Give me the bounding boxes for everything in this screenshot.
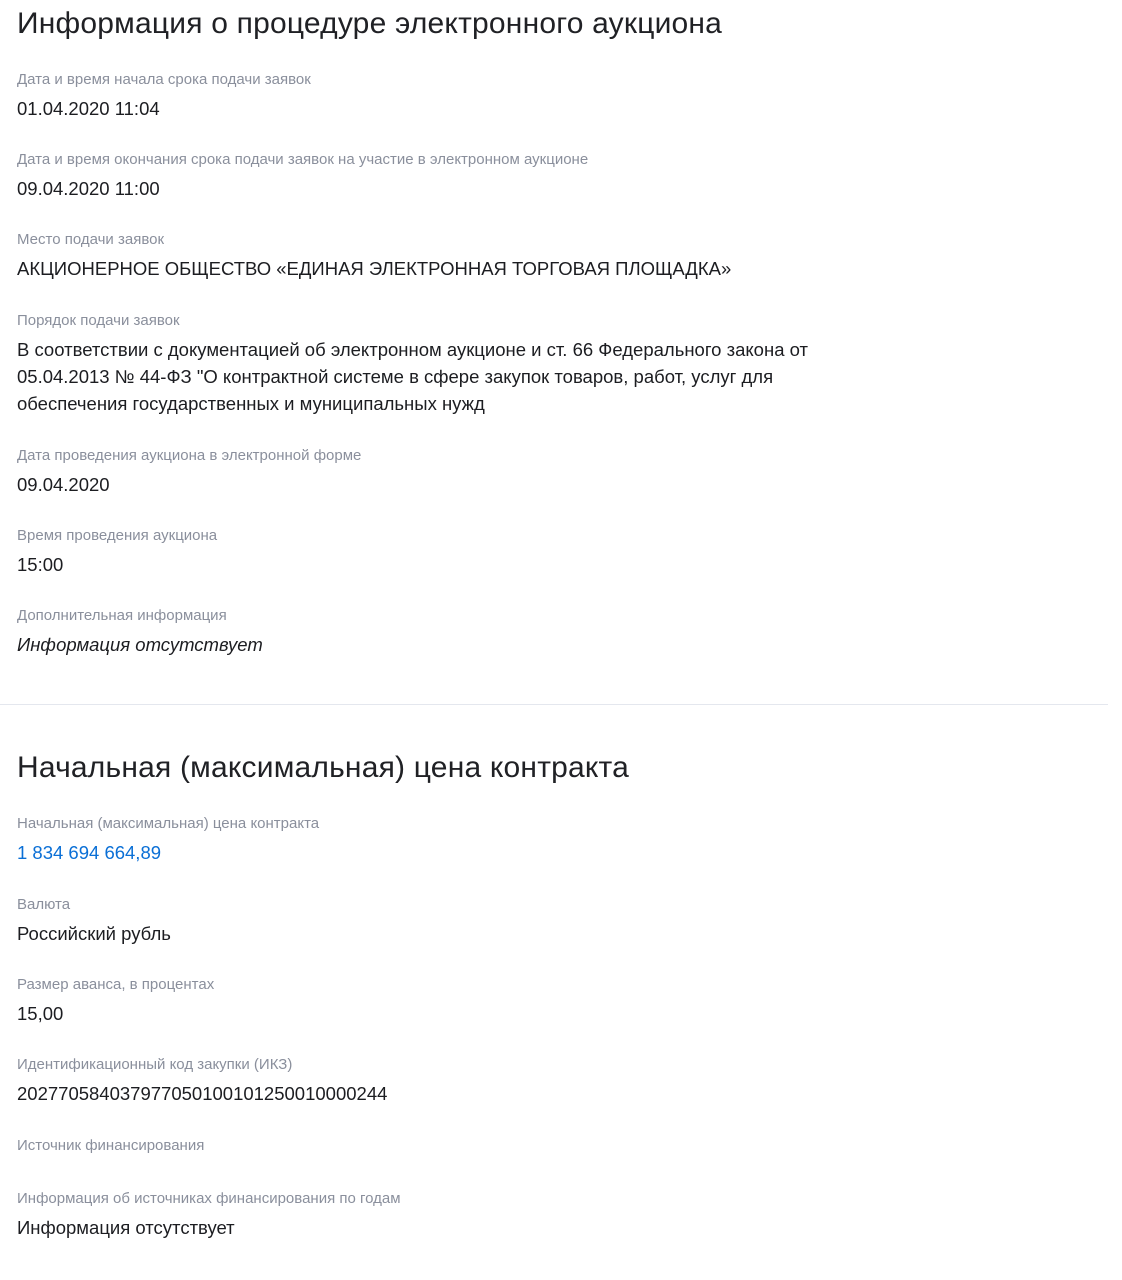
field-value: В соответствии с документацией об электронном аукционе и ст. 66 Федерального закона от 05.04.2013 № 44-ФЗ "О контрактной системе в сфере закупок товаров, работ, услуг для обеспечения государственных и муниципальных нужд [17,339,808,414]
field-advance-percent [17,975,1108,1027]
field-value: 15:00 [17,554,64,575]
field-label: Место подачи заявок [17,231,165,248]
field-funding-source [17,1136,1108,1156]
field-label: Источник финансирования [17,1137,205,1154]
field-currency [17,895,1108,947]
field-label: Размер аванса, в процентах [17,976,215,993]
field-label: Начальная (максимальная) цена контракта [17,815,320,832]
field-label: Идентификационный код закупки (ИКЗ) [17,1056,293,1073]
field-ikz [17,1055,1108,1107]
field-value: 01.04.2020 11:04 [17,98,160,119]
field-value: Российский рубль [17,923,171,944]
section-divider [0,704,1108,705]
field-value: 15,00 [17,1003,64,1024]
field-label: Дата и время окончания срока подачи заявок на участие в электронном аукционе [17,151,589,168]
field-auction-date [17,446,1108,498]
field-max-price [17,814,1108,866]
field-label: Информация об источниках финансирования по годам [17,1190,401,1207]
field-value: Информация отсутствует [17,1217,235,1238]
field-label: Валюта [17,896,71,913]
field-label: Дополнительная информация [17,607,227,624]
field-submission-start [17,70,1108,122]
field-value: АКЦИОНЕРНОЕ ОБЩЕСТВО «ЕДИНАЯ ЭЛЕКТРОННАЯ ТОРГОВАЯ ПЛОЩАДКА» [17,258,732,279]
price-section-title: Начальная (максимальная) цена контракта [17,751,630,784]
field-label: Дата и время начала срока подачи заявок [17,71,311,88]
procedure-section-title: Информация о процедуре электронного аукциона [17,7,723,40]
field-submission-end [17,150,1108,202]
field-submission-place [17,230,1108,282]
field-value: 202770584037977050100101250010000244 [17,1083,388,1104]
field-value: 09.04.2020 11:00 [17,178,160,199]
max-price-link[interactable]: 1 834 694 664,89 [17,842,162,863]
field-value: 09.04.2020 [17,474,110,495]
field-label: Порядок подачи заявок [17,312,180,329]
field-label: Время проведения аукциона [17,527,218,544]
field-value: Информация отсутствует [17,634,263,655]
field-auction-time [17,526,1108,578]
field-label: Дата проведения аукциона в электронной форме [17,447,362,464]
field-funding-by-years [17,1189,1108,1241]
field-additional-info [17,606,1108,658]
field-submission-order [17,311,1108,417]
